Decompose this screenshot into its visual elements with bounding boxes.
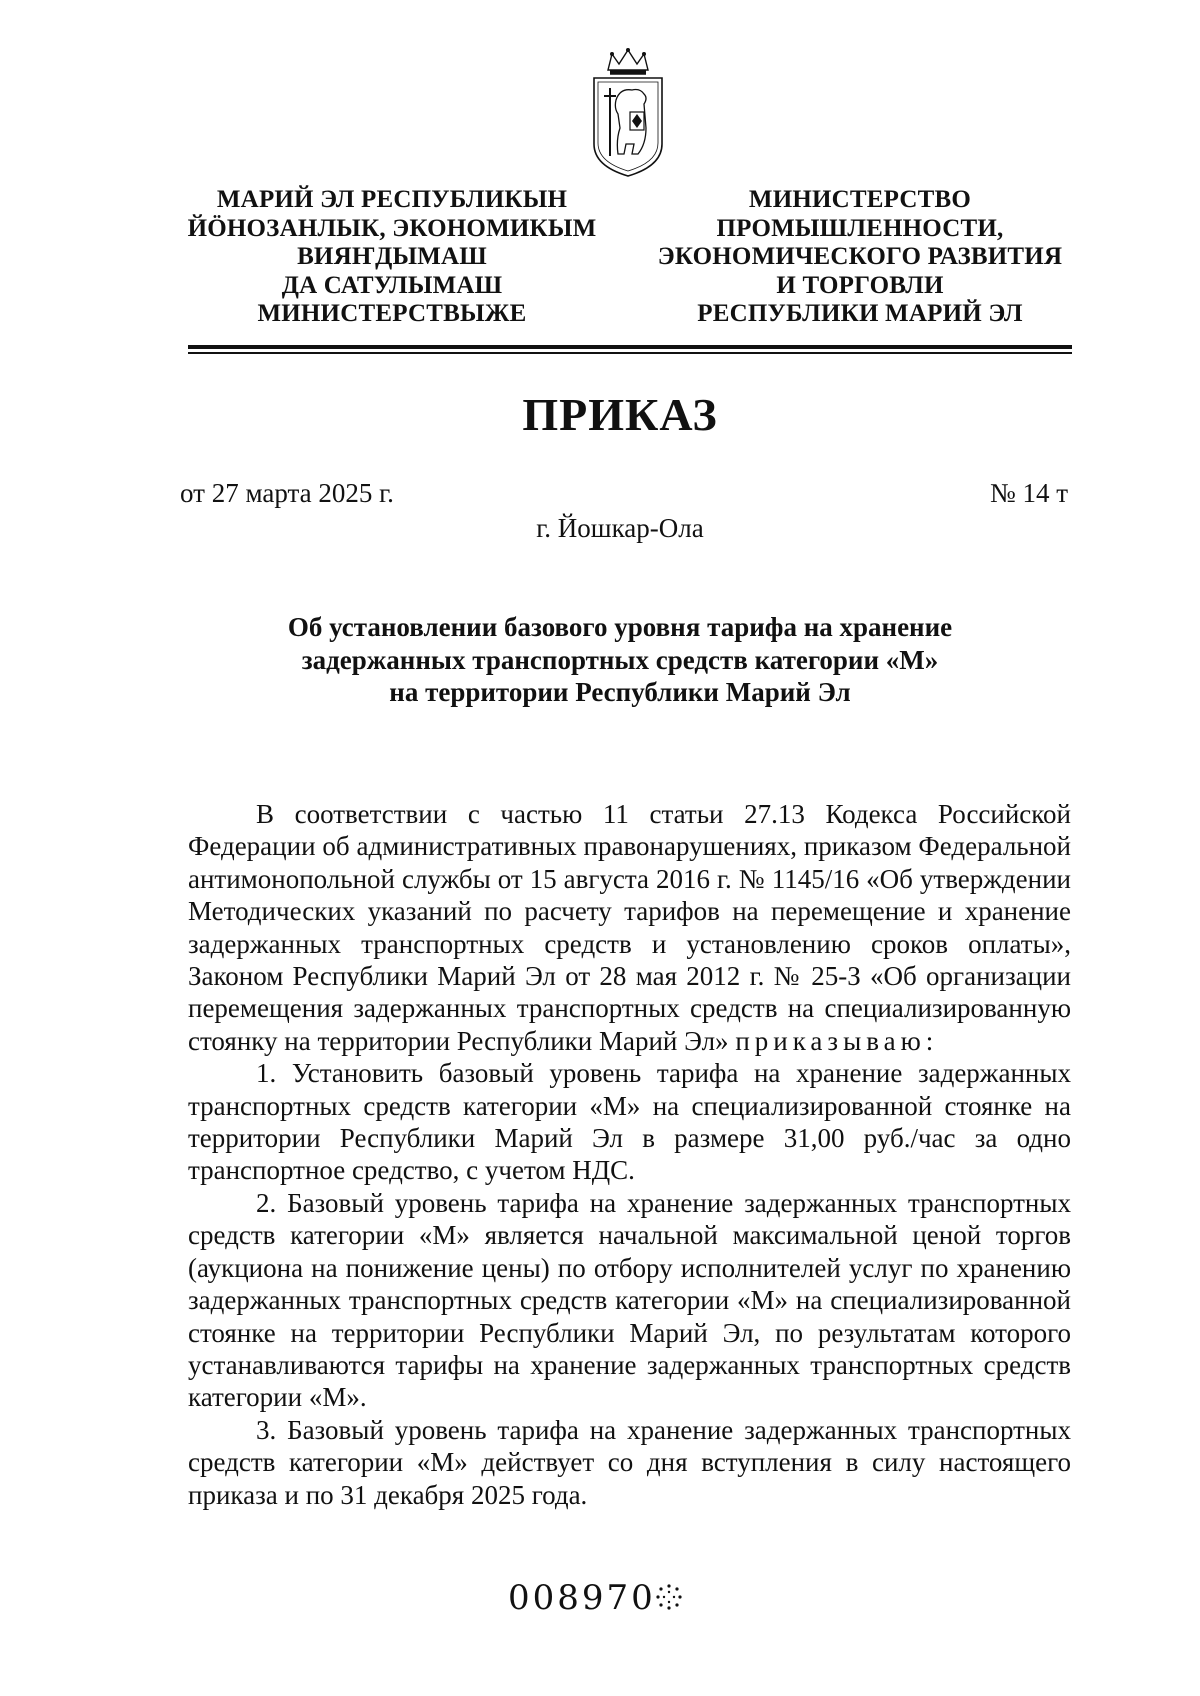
document-subject: [180, 611, 1060, 709]
header-right-line: РЕСПУБЛИКИ МАРИЙ ЭЛ: [697, 300, 1023, 327]
header-left-line: ЙӦНОЗАНЛЫК, ЭКОНОМИКЫМ: [187, 214, 597, 242]
ministry-name-russian: [640, 186, 1080, 329]
document-city: г. Йошкар-Ола: [536, 513, 704, 543]
header-right-line: И ТОРГОВЛИ: [776, 271, 944, 299]
document-body: [188, 798, 1071, 1511]
header-divider-thick: [188, 345, 1072, 349]
order-word: приказываю:: [735, 1025, 939, 1056]
order-item: 1. Установить базовый уровень тарифа на хранение задержанных транспортных средств категории «М» на специализированной стоянке на территории Республики Марий Эл в размере 31,00 руб./час за одно транспортное средство, с учетом НДС.: [188, 1058, 1071, 1186]
subject-line: на территории Республики Марий Эл: [389, 677, 851, 707]
preamble-paragraph: [188, 798, 1071, 1057]
order-item: 2. Базовый уровень тарифа на хранение задержанных транспортных средств категории «М» является начальной максимальной ценой торгов (аукциона на понижение цены) по отбору исполнителей услуг по хранению задержанных транспортных средств категории «М» на специализированной стоянке на территории Республики Марий Эл, по результатам которого устанавливаются тарифы на хранение задержанных транспортных средств категории «М».: [188, 1187, 1071, 1413]
preamble-text: В соответствии с частью 11 статьи 27.13 Кодекса Российской Федерации об административных правонарушениях, приказом Федеральной антимонопольной службы от 15 августа 2016 г. № 1145/16 «Об утверждении Методических указаний по расчету тарифов на перемещение и хранение задержанных транспортных средств и установлению сроков оплаты», Законом Республики Марий Эл от 28 мая 2012 г. № 25-З «Об организации перемещения задержанных транспортных средств на специализированную стоянку на территории Республики Марий Эл»: [188, 799, 1071, 1056]
order-item: 3. Базовый уровень тарифа на хранение задержанных транспортных средств категории «М» действует со дня вступления в силу настоящего приказа и по 31 декабря 2025 года.: [188, 1414, 1071, 1510]
header-left-line: МАРИЙ ЭЛ РЕСПУБЛИКЫН: [216, 186, 568, 213]
header-right-line: ПРОМЫШЛЕННОСТИ,: [716, 214, 1004, 242]
subject-line: Об установлении базового уровня тарифа на хранение: [287, 612, 953, 642]
document-date: от 27 марта 2025 г.: [180, 478, 394, 508]
header-left-line: МИНИСТЕРСТВЫЖЕ: [257, 300, 527, 327]
header-left-line: ДА САТУЛЫМАШ: [281, 271, 503, 299]
document-number: № 14 т: [990, 478, 1069, 508]
document-serial-number: 008970: [508, 1578, 656, 1618]
header-divider-thin: [188, 352, 1072, 354]
ministry-name-mari: [172, 186, 612, 329]
document-title: ПРИКАЗ: [522, 389, 718, 440]
header-left-line: ВИЯҤДЫМАШ: [297, 243, 487, 270]
coat-of-arms-icon: [586, 48, 670, 180]
subject-line: задержанных транспортных средств категории «М»: [301, 644, 939, 675]
header-right-line: ЭКОНОМИЧЕСКОГО РАЗВИТИЯ: [657, 243, 1063, 270]
header-right-line: МИНИСТЕРСТВО: [748, 186, 972, 213]
dotted-asterisk-icon: [654, 1582, 684, 1612]
